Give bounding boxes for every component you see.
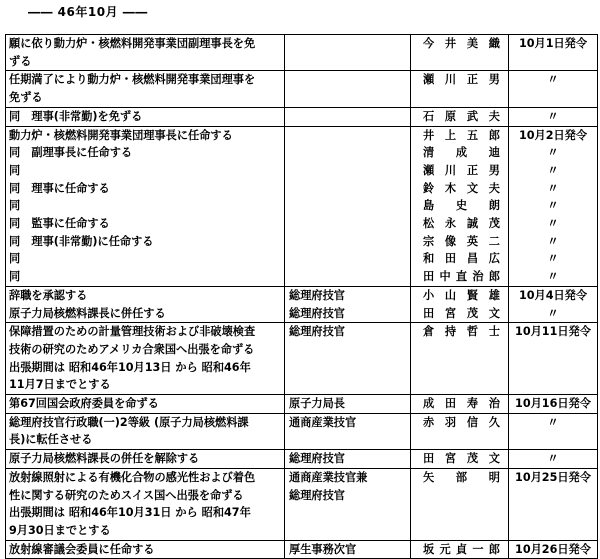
official-position	[285, 468, 411, 540]
appointment-matter	[6, 35, 285, 71]
table-row	[6, 162, 598, 180]
position-line: 総理府技官	[289, 325, 345, 339]
official-position	[285, 250, 411, 268]
matter-line: 9月30日までとする	[9, 523, 111, 537]
table-row	[6, 180, 598, 198]
table-row	[6, 305, 598, 323]
person-name: 井 上 五 郎	[411, 126, 509, 144]
issue-date: 10月26日発令	[509, 540, 598, 559]
appointment-matter	[6, 162, 285, 180]
official-position	[285, 450, 411, 469]
appointments-table	[5, 34, 598, 559]
position-line: 総理府技官	[289, 452, 345, 466]
appointment-matter	[6, 413, 285, 449]
table-row	[6, 413, 598, 449]
appointment-matter	[6, 540, 285, 559]
issue-date: 〃	[509, 450, 598, 469]
person-name: 田 中 直 治 郎	[411, 268, 509, 286]
official-position	[285, 35, 411, 71]
matter-line: 長)に転任させる	[9, 433, 93, 447]
appointment-matter	[6, 268, 285, 286]
matter-line: 同	[9, 252, 21, 266]
position-line: 総理府技官	[289, 488, 345, 502]
appointment-matter	[6, 233, 285, 251]
official-position	[285, 323, 411, 395]
table-row	[6, 35, 598, 71]
appointment-matter	[6, 450, 285, 469]
person-name: 宗 像 英 二	[411, 233, 509, 251]
person-name: 赤 羽 信 久	[411, 413, 509, 449]
issue-date: 10月4日発令	[509, 286, 598, 304]
official-position	[285, 107, 411, 126]
matter-line: 第67回国会政府委員を命ずる	[9, 397, 159, 411]
person-name: 松 永 誠 茂	[411, 215, 509, 233]
appointment-matter	[6, 126, 285, 144]
person-name: 坂 元 貞 一 郎	[411, 540, 509, 559]
official-position	[285, 144, 411, 162]
position-line: 総理府技官	[289, 306, 345, 320]
appointment-matter	[6, 71, 285, 107]
issue-date: 10月2日発令	[509, 126, 598, 144]
position-line: 通商産業技官	[289, 415, 357, 429]
table-row	[6, 540, 598, 559]
table-row	[6, 71, 598, 107]
matter-line: 原子力局核燃料課長の併任を解除する	[9, 452, 200, 466]
matter-line: 動力炉・核燃料開発事業団理事長に任命する	[9, 128, 233, 142]
table-row	[6, 268, 598, 286]
matter-line: 同	[9, 163, 21, 177]
matter-line: 放射線審議会委員に任命する	[9, 542, 155, 556]
official-position	[285, 215, 411, 233]
issue-date: 〃	[509, 107, 598, 126]
matter-line: 同 理事に任命する	[9, 181, 110, 195]
appointment-matter	[6, 144, 285, 162]
official-position	[285, 305, 411, 323]
issue-date: 10月1日発令	[509, 35, 598, 71]
table-row	[6, 197, 598, 215]
person-name: 田 宮 茂 文	[411, 305, 509, 323]
person-name: 和 田 昌 広	[411, 250, 509, 268]
issue-date: 〃	[509, 233, 598, 251]
issue-date: 〃	[509, 305, 598, 323]
matter-line: 総理府技官行政職(一)2等級 (原子力局核燃料課	[9, 415, 249, 429]
position-line: 総理府技官	[289, 288, 345, 302]
issue-date: 〃	[509, 268, 598, 286]
matter-line: 任期満了により動力炉・核燃料開発事業団理事を	[9, 73, 256, 87]
matter-line: 辞職を承認する	[9, 288, 88, 302]
matter-line: 同 副理事長に任命する	[9, 146, 133, 160]
official-position	[285, 413, 411, 449]
matter-line: 同 理事(非常勤)に任命する	[9, 234, 154, 248]
appointment-matter	[6, 286, 285, 304]
issue-date: 〃	[509, 71, 598, 107]
official-position	[285, 540, 411, 559]
matter-line: 免ずる	[9, 91, 43, 105]
person-name: 島 史 朗	[411, 197, 509, 215]
person-name: 瀬 川 正 男	[411, 71, 509, 107]
issue-date: 10月11日発令	[509, 323, 598, 395]
table-row	[6, 215, 598, 233]
issue-date: 〃	[509, 215, 598, 233]
table-row	[6, 250, 598, 268]
table-row	[6, 286, 598, 304]
issue-date: 〃	[509, 162, 598, 180]
appointment-matter	[6, 107, 285, 126]
appointment-matter	[6, 395, 285, 414]
table-row	[6, 144, 598, 162]
matter-line: 同 監事に任命する	[9, 217, 110, 231]
matter-line: 出張期間は 昭和46年10月31日 から 昭和47年	[9, 506, 251, 520]
matter-line: 11月7日までとする	[9, 378, 111, 392]
person-name: 瀬 川 正 男	[411, 162, 509, 180]
position-line: 通商産業技官兼	[289, 470, 368, 484]
table-row	[6, 450, 598, 469]
matter-line: 同	[9, 199, 21, 213]
person-name: 石 原 武 夫	[411, 107, 509, 126]
position-line: 原子力局長	[289, 397, 345, 411]
matter-line: 保障措置のための計量管理技術および非破壊検査	[9, 325, 256, 339]
person-name: 成 田 寿 治	[411, 395, 509, 414]
matter-line: 原子力局核燃料課長に併任する	[9, 306, 166, 320]
matter-line: 放射線照射による有機化合物の感光性および着色	[9, 470, 256, 484]
appointment-matter	[6, 250, 285, 268]
issue-date: 〃	[509, 413, 598, 449]
matter-line: 技術の研究のためアメリカ合衆国へ出張を命ずる	[9, 342, 255, 356]
appointment-matter	[6, 215, 285, 233]
appointments-body	[6, 35, 598, 559]
issue-date: 〃	[509, 197, 598, 215]
table-row	[6, 126, 598, 144]
issue-date: 10月16日発令	[509, 395, 598, 414]
official-position	[285, 180, 411, 198]
official-position	[285, 162, 411, 180]
official-position	[285, 286, 411, 304]
page-header: ―― 46年10月 ――	[28, 5, 148, 19]
table-row	[6, 468, 598, 540]
appointment-matter	[6, 468, 285, 540]
matter-line: 同 理事(非常勤)を免ずる	[9, 109, 143, 123]
official-position	[285, 71, 411, 107]
table-row	[6, 323, 598, 395]
table-row	[6, 233, 598, 251]
matter-line: 性に関する研究のためスイス国へ出張を命ずる	[9, 488, 244, 502]
person-name: 今 井 美 織	[411, 35, 509, 71]
appointment-matter	[6, 323, 285, 395]
person-name: 清 成 迪	[411, 144, 509, 162]
person-name: 鈴 木 文 夫	[411, 180, 509, 198]
position-line: 厚生事務次官	[289, 542, 357, 556]
appointment-matter	[6, 180, 285, 198]
person-name: 矢 部 明	[411, 468, 509, 540]
matter-line: ずる	[9, 54, 32, 68]
official-position	[285, 395, 411, 414]
issue-date: 〃	[509, 144, 598, 162]
person-name: 田 宮 茂 文	[411, 450, 509, 469]
matter-line: 同	[9, 270, 21, 284]
matter-line: 願に依り動力炉・核燃料開発事業団副理事長を免	[9, 37, 256, 50]
person-name: 倉 持 哲 士	[411, 323, 509, 395]
official-position	[285, 268, 411, 286]
person-name: 小 山 賢 雄	[411, 286, 509, 304]
official-position	[285, 197, 411, 215]
table-row	[6, 395, 598, 414]
issue-date: 〃	[509, 250, 598, 268]
appointment-matter	[6, 305, 285, 323]
issue-date: 〃	[509, 180, 598, 198]
table-row	[6, 107, 598, 126]
matter-line: 出張期間は 昭和46年10月13日 から 昭和46年	[9, 360, 251, 374]
official-position	[285, 126, 411, 144]
official-position	[285, 233, 411, 251]
appointment-matter	[6, 197, 285, 215]
issue-date: 10月25日発令	[509, 468, 598, 540]
